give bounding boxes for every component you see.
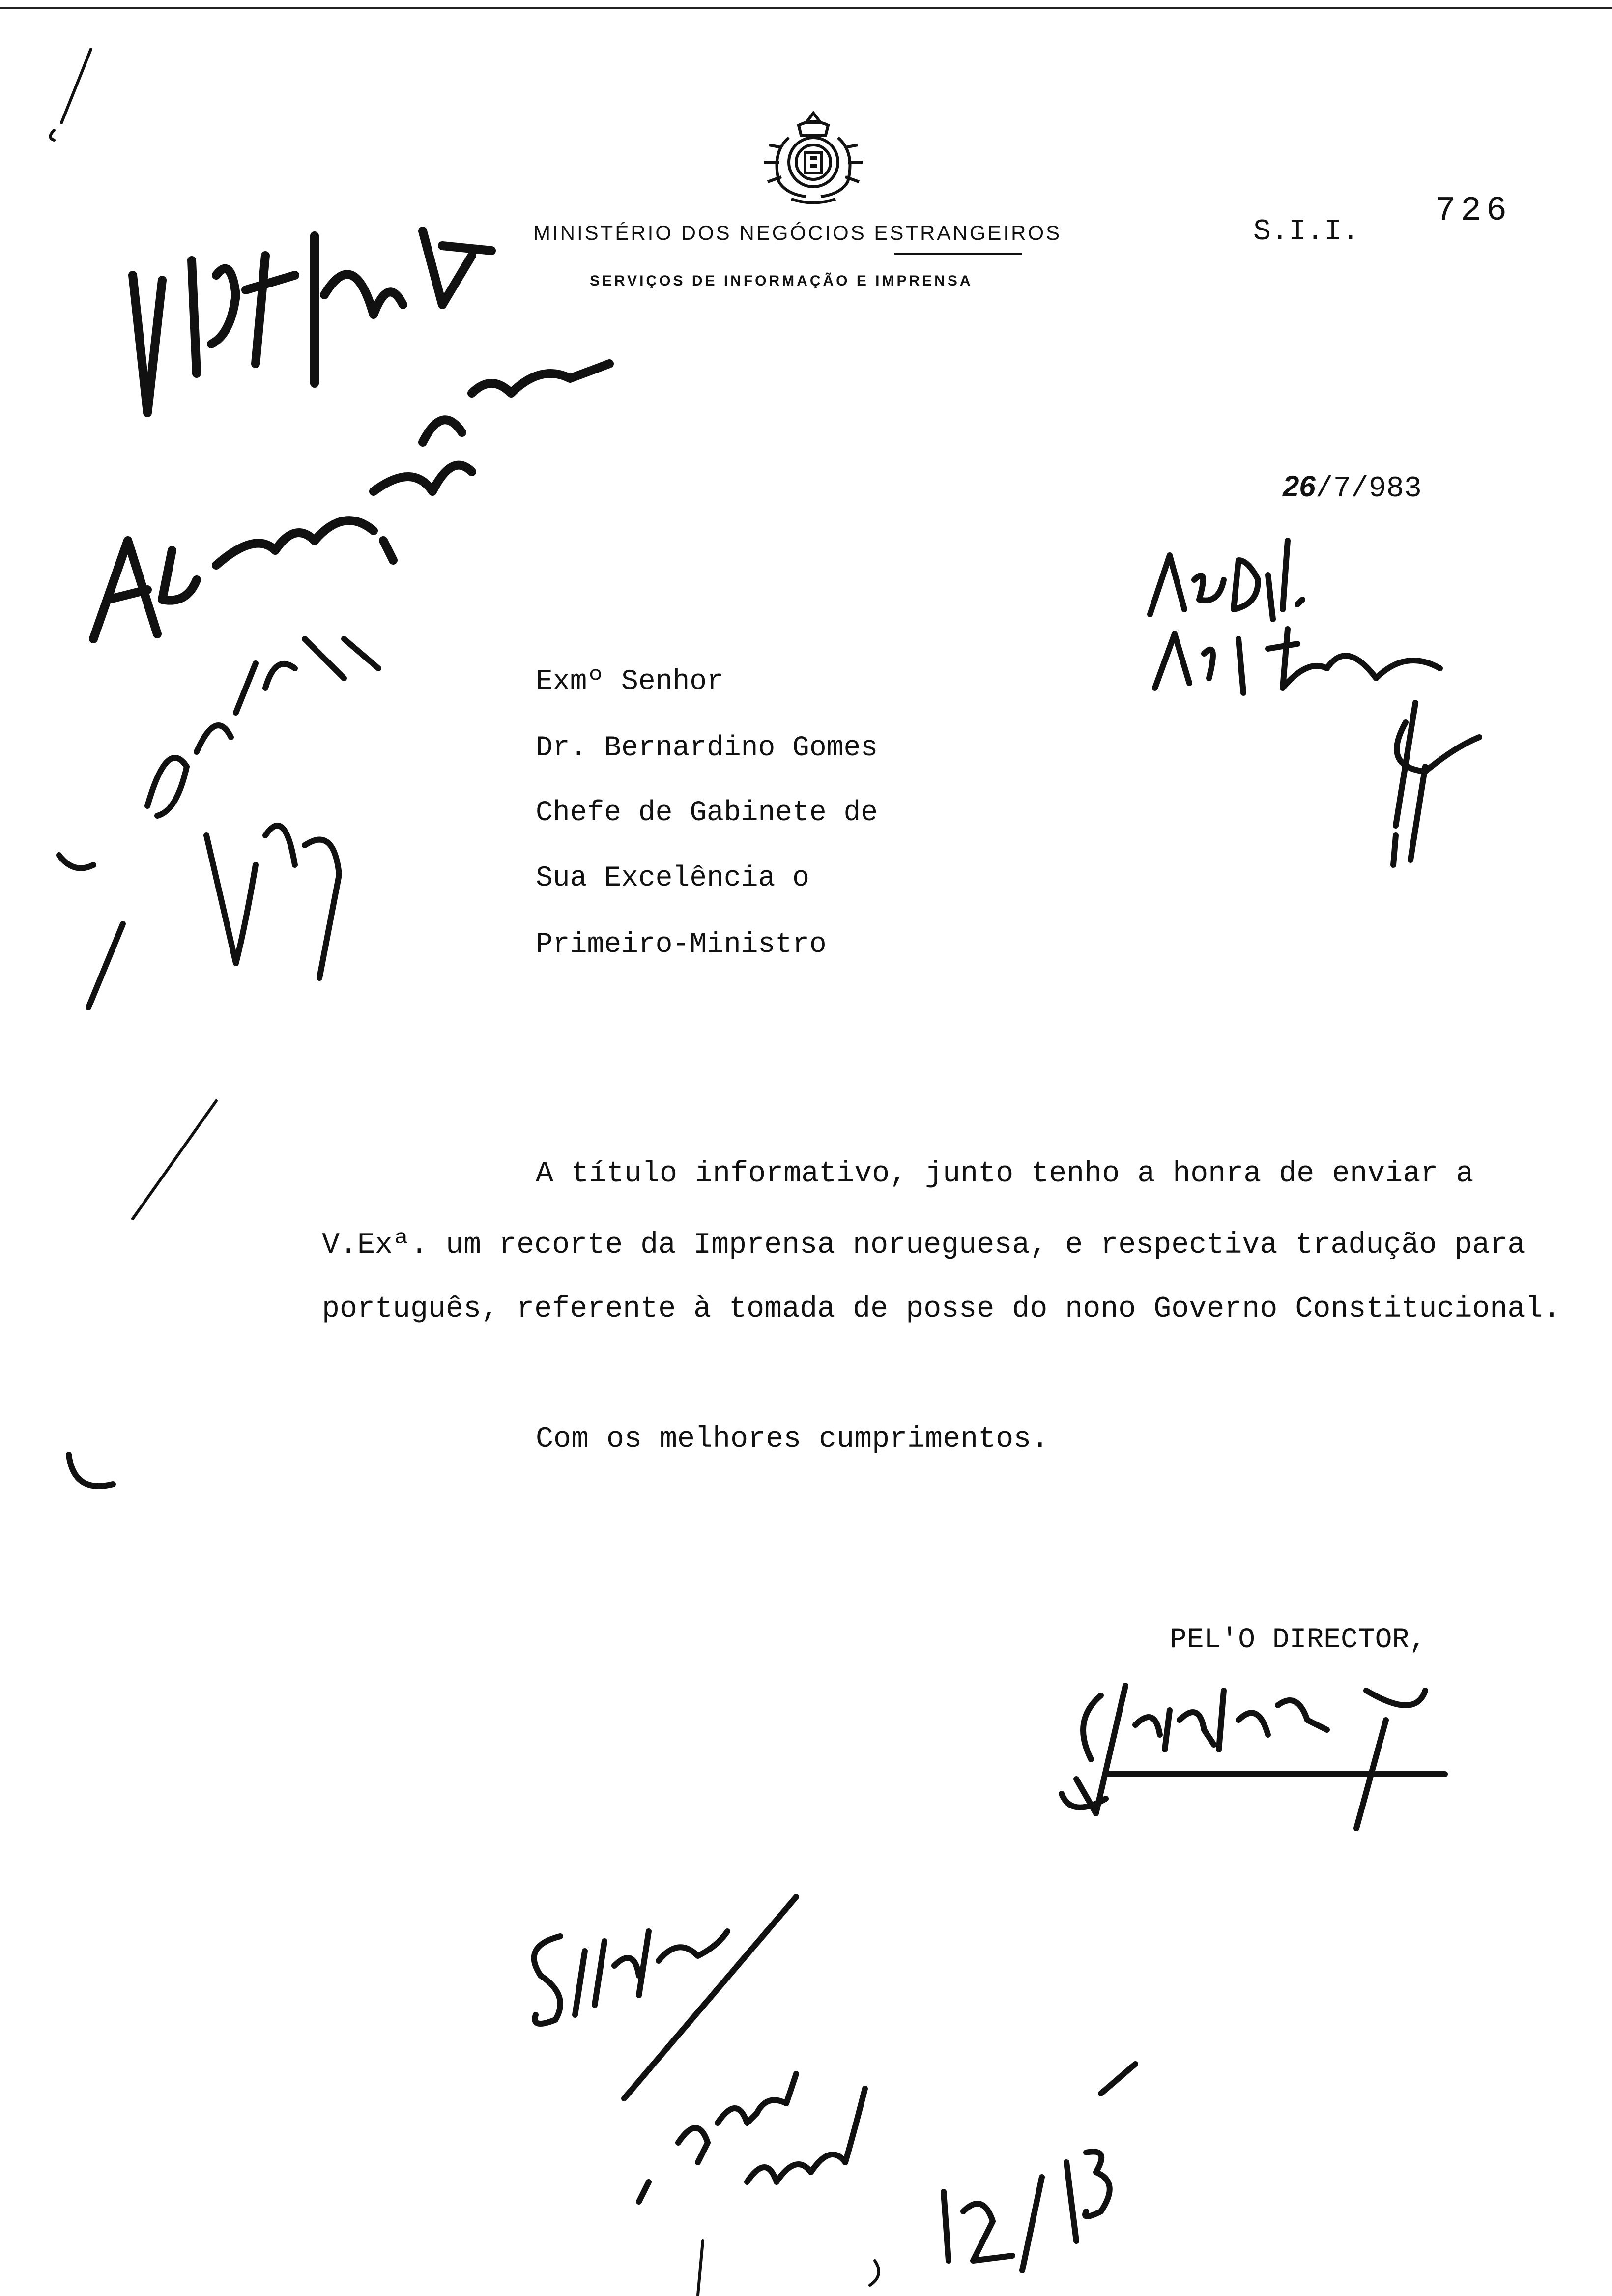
addressee-line: Chefe de Gabinete de (536, 797, 878, 829)
closing-line: Com os melhores cumprimentos. (536, 1423, 1049, 1456)
document-number: 726 (1435, 192, 1512, 230)
pen-mark (59, 855, 123, 1007)
body-line: português, referente à tomada de posse do nono Governo Constitucional. (322, 1292, 1561, 1326)
addressee-line: Sua Excelência o (536, 862, 809, 894)
handwritten-bottom-scribble (639, 2074, 865, 2202)
handwritten-initials (1393, 703, 1479, 865)
pen-mark (133, 1101, 216, 1219)
ministry-name: MINISTÉRIO DOS NEGÓCIOS ESTRANGEIROS (533, 221, 1062, 244)
body-line: V.Exª. um recorte da Imprensa norueguesa, e respectiva tradução para (322, 1229, 1526, 1262)
director-signature (1062, 1686, 1445, 1828)
pen-mark (51, 49, 91, 140)
pen-mark (69, 1455, 113, 1486)
signature-label: PEL'O DIRECTOR, (1170, 1624, 1427, 1656)
date-month-year: /7/983 (1315, 472, 1422, 506)
handwritten-arquivar-note (147, 639, 378, 978)
date-day-handwritten: 26 (1283, 470, 1316, 503)
service-name: SERVIÇOS DE INFORMAÇÃO E IMPRENSA (590, 273, 973, 289)
addressee-line: Primeiro-Ministro (536, 929, 827, 961)
handwritten-ass-dipl-note (1150, 541, 1440, 693)
handwritten-silvie-note (534, 1897, 796, 2098)
body-line: A título informativo, junto tenho a honra de enviar a (536, 1157, 1474, 1191)
addressee-line: Dr. Bernardino Gomes (536, 732, 878, 764)
pen-mark (698, 2241, 879, 2295)
handwritten-assessor-note (93, 364, 609, 639)
office-code: S.I.I. (1253, 215, 1360, 249)
handwritten-page-marks (944, 2064, 1135, 2270)
addressee-line: Exmº Senhor (536, 666, 724, 698)
handwritten-visto-note (133, 231, 491, 413)
